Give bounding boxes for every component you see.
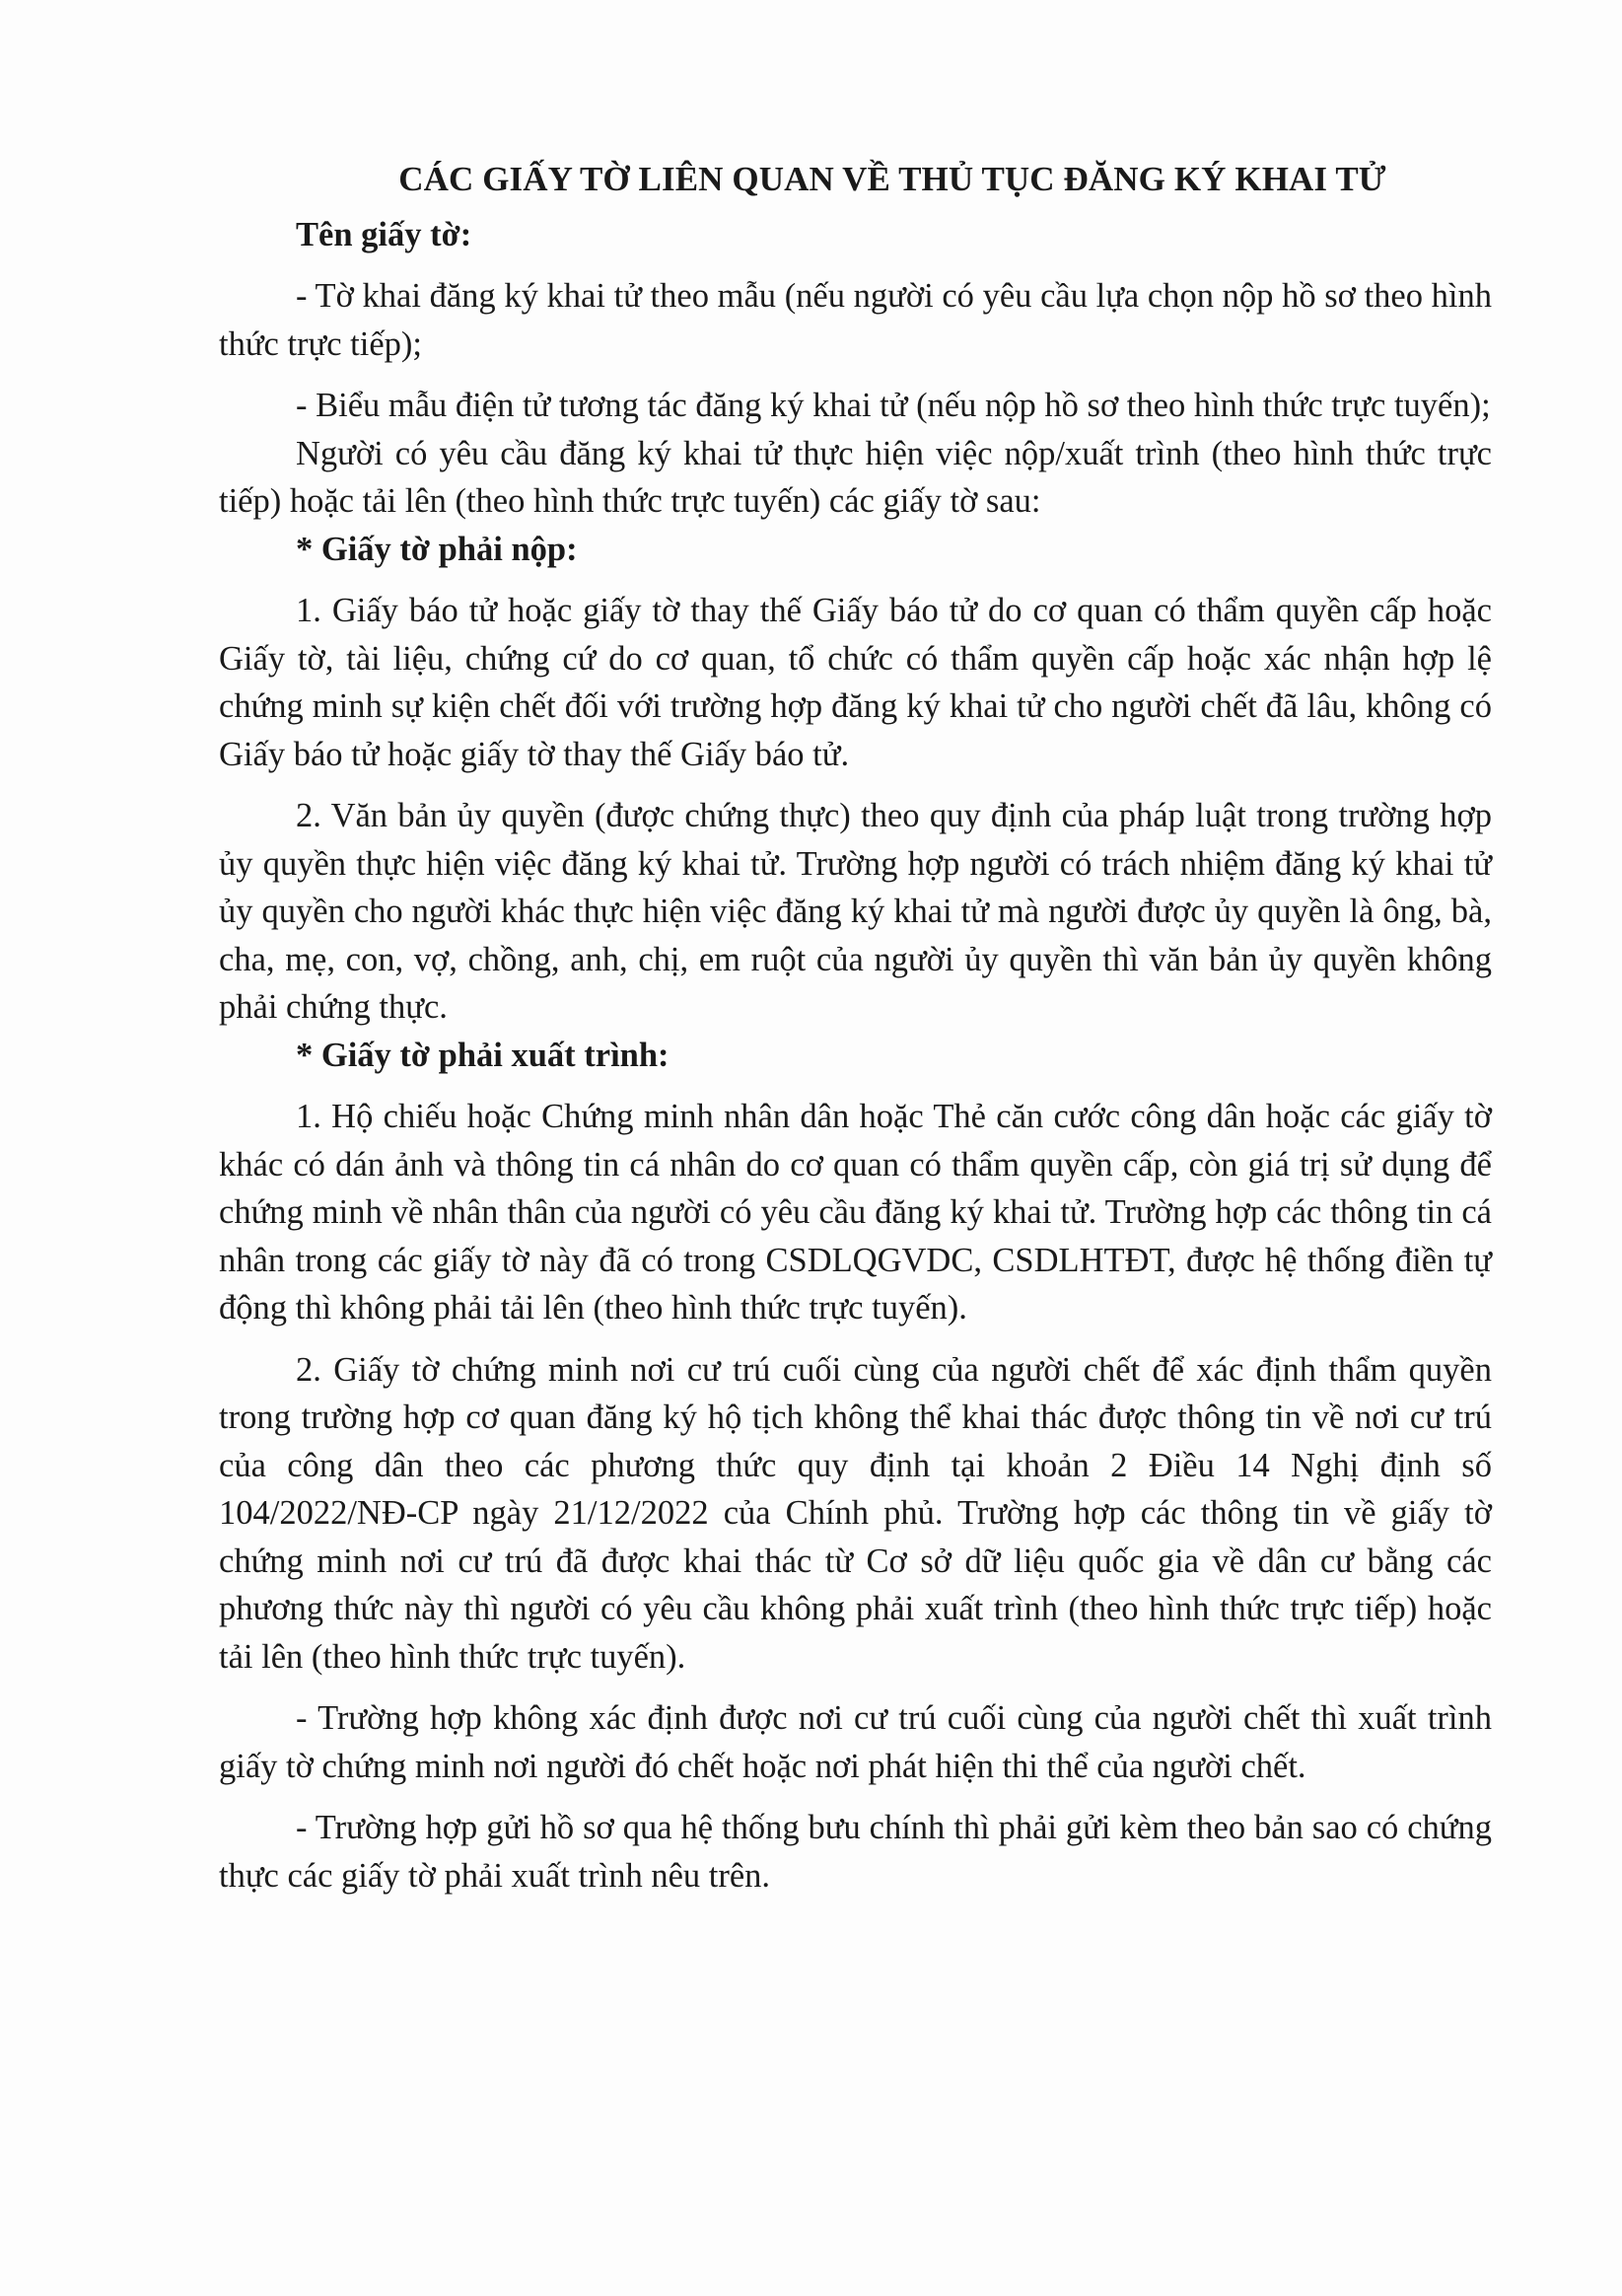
present-item-2: 2. Giấy tờ chứng minh nơi cư trú cuối cùng của người chết để xác định thẩm quyền trong trường hợp cơ quan đăng ký hộ tịch không thể khai thác được thông tin về nơi cư trú của công dân theo các phương thức quy định tại khoản 2 Điều 14 Nghị định số 104/2022/NĐ-CP ngày 21/12/2022 của Chính phủ. Trường hợp các thông tin về giấy tờ chứng minh nơi cư trú đã được khai thác từ Cơ sở dữ liệu quốc gia về dân cư bằng các phương thức này thì người có yêu cầu không phải xuất trình (theo hình thức trực tiếp) hoặc tải lên (theo hình thức trực tuyến). bbox=[219, 1350, 1492, 1676]
present-item-1: 1. Hộ chiếu hoặc Chứng minh nhân dân hoặc Thẻ căn cước công dân hoặc các giấy tờ khác có dán ảnh và thông tin cá nhân do cơ quan có thẩm quyền cấp, còn giá trị sử dụng để chứng minh về nhân thân của người có yêu cầu đăng ký khai tử. Trường hợp các thông tin cá nhân trong các giấy tờ này đã có trong CSDLQGVDC, CSDLHTĐT, được hệ thống điền tự động thì không phải tải lên (theo hình thức trực tuyến). bbox=[219, 1098, 1492, 1327]
present-documents-heading: * Giấy tờ phải xuất trình: bbox=[296, 1036, 670, 1074]
intro-paragraph-3: Người có yêu cầu đăng ký khai tử thực hiện việc nộp/xuất trình (theo hình thức trực tiếp) hoặc tải lên (theo hình thức trực tuyến) các giấy tờ sau: bbox=[219, 434, 1492, 520]
intro-paragraph-1: - Tờ khai đăng ký khai tử theo mẫu (nếu người có yêu cầu lựa chọn nộp hồ sơ theo hình thức trực tiếp); bbox=[219, 277, 1492, 363]
present-note-1: - Trường hợp không xác định được nơi cư trú cuối cùng của người chết thì xuất trình giấy tờ chứng minh nơi người đó chết hoặc nơi phát hiện thi thể của người chết. bbox=[219, 1699, 1492, 1785]
intro-paragraph-2: - Biểu mẫu điện tử tương tác đăng ký khai tử (nếu nộp hồ sơ theo hình thức trực tuyến); bbox=[296, 387, 1491, 424]
present-note-2: - Trường hợp gửi hồ sơ qua hệ thống bưu chính thì phải gửi kèm theo bản sao có chứng thực các giấy tờ phải xuất trình nêu trên. bbox=[219, 1809, 1492, 1895]
submit-item-1: 1. Giấy báo tử hoặc giấy tờ thay thế Giấy báo tử do cơ quan có thẩm quyền cấp hoặc Giấy tờ, tài liệu, chứng cứ do cơ quan, tổ chức có thẩm quyền cấp hoặc xác nhận hợp lệ chứng minh sự kiện chết đối với trường hợp đăng ký khai tử cho người chết đã lâu, không có Giấy báo tử hoặc giấy tờ thay thế Giấy báo tử. bbox=[219, 592, 1492, 773]
document-title: CÁC GIẤY TỜ LIÊN QUAN VỀ THỦ TỤC ĐĂNG KÝ KHAI TỬ bbox=[398, 160, 1386, 198]
submit-documents-heading: * Giấy tờ phải nộp: bbox=[296, 530, 578, 568]
submit-item-2: 2. Văn bản ủy quyền (được chứng thực) theo quy định của pháp luật trong trường hợp ủy quyền thực hiện việc đăng ký khai tử. Trường hợp người có trách nhiệm đăng ký khai tử ủy quyền cho người khác thực hiện việc đăng ký khai tử mà người được ủy quyền là ông, bà, cha, mẹ, con, vợ, chồng, anh, chị, em ruột của người ủy quyền thì văn bản ủy quyền không phải chứng thực. bbox=[219, 797, 1492, 1026]
section-name-heading: Tên giấy tờ: bbox=[296, 215, 472, 253]
